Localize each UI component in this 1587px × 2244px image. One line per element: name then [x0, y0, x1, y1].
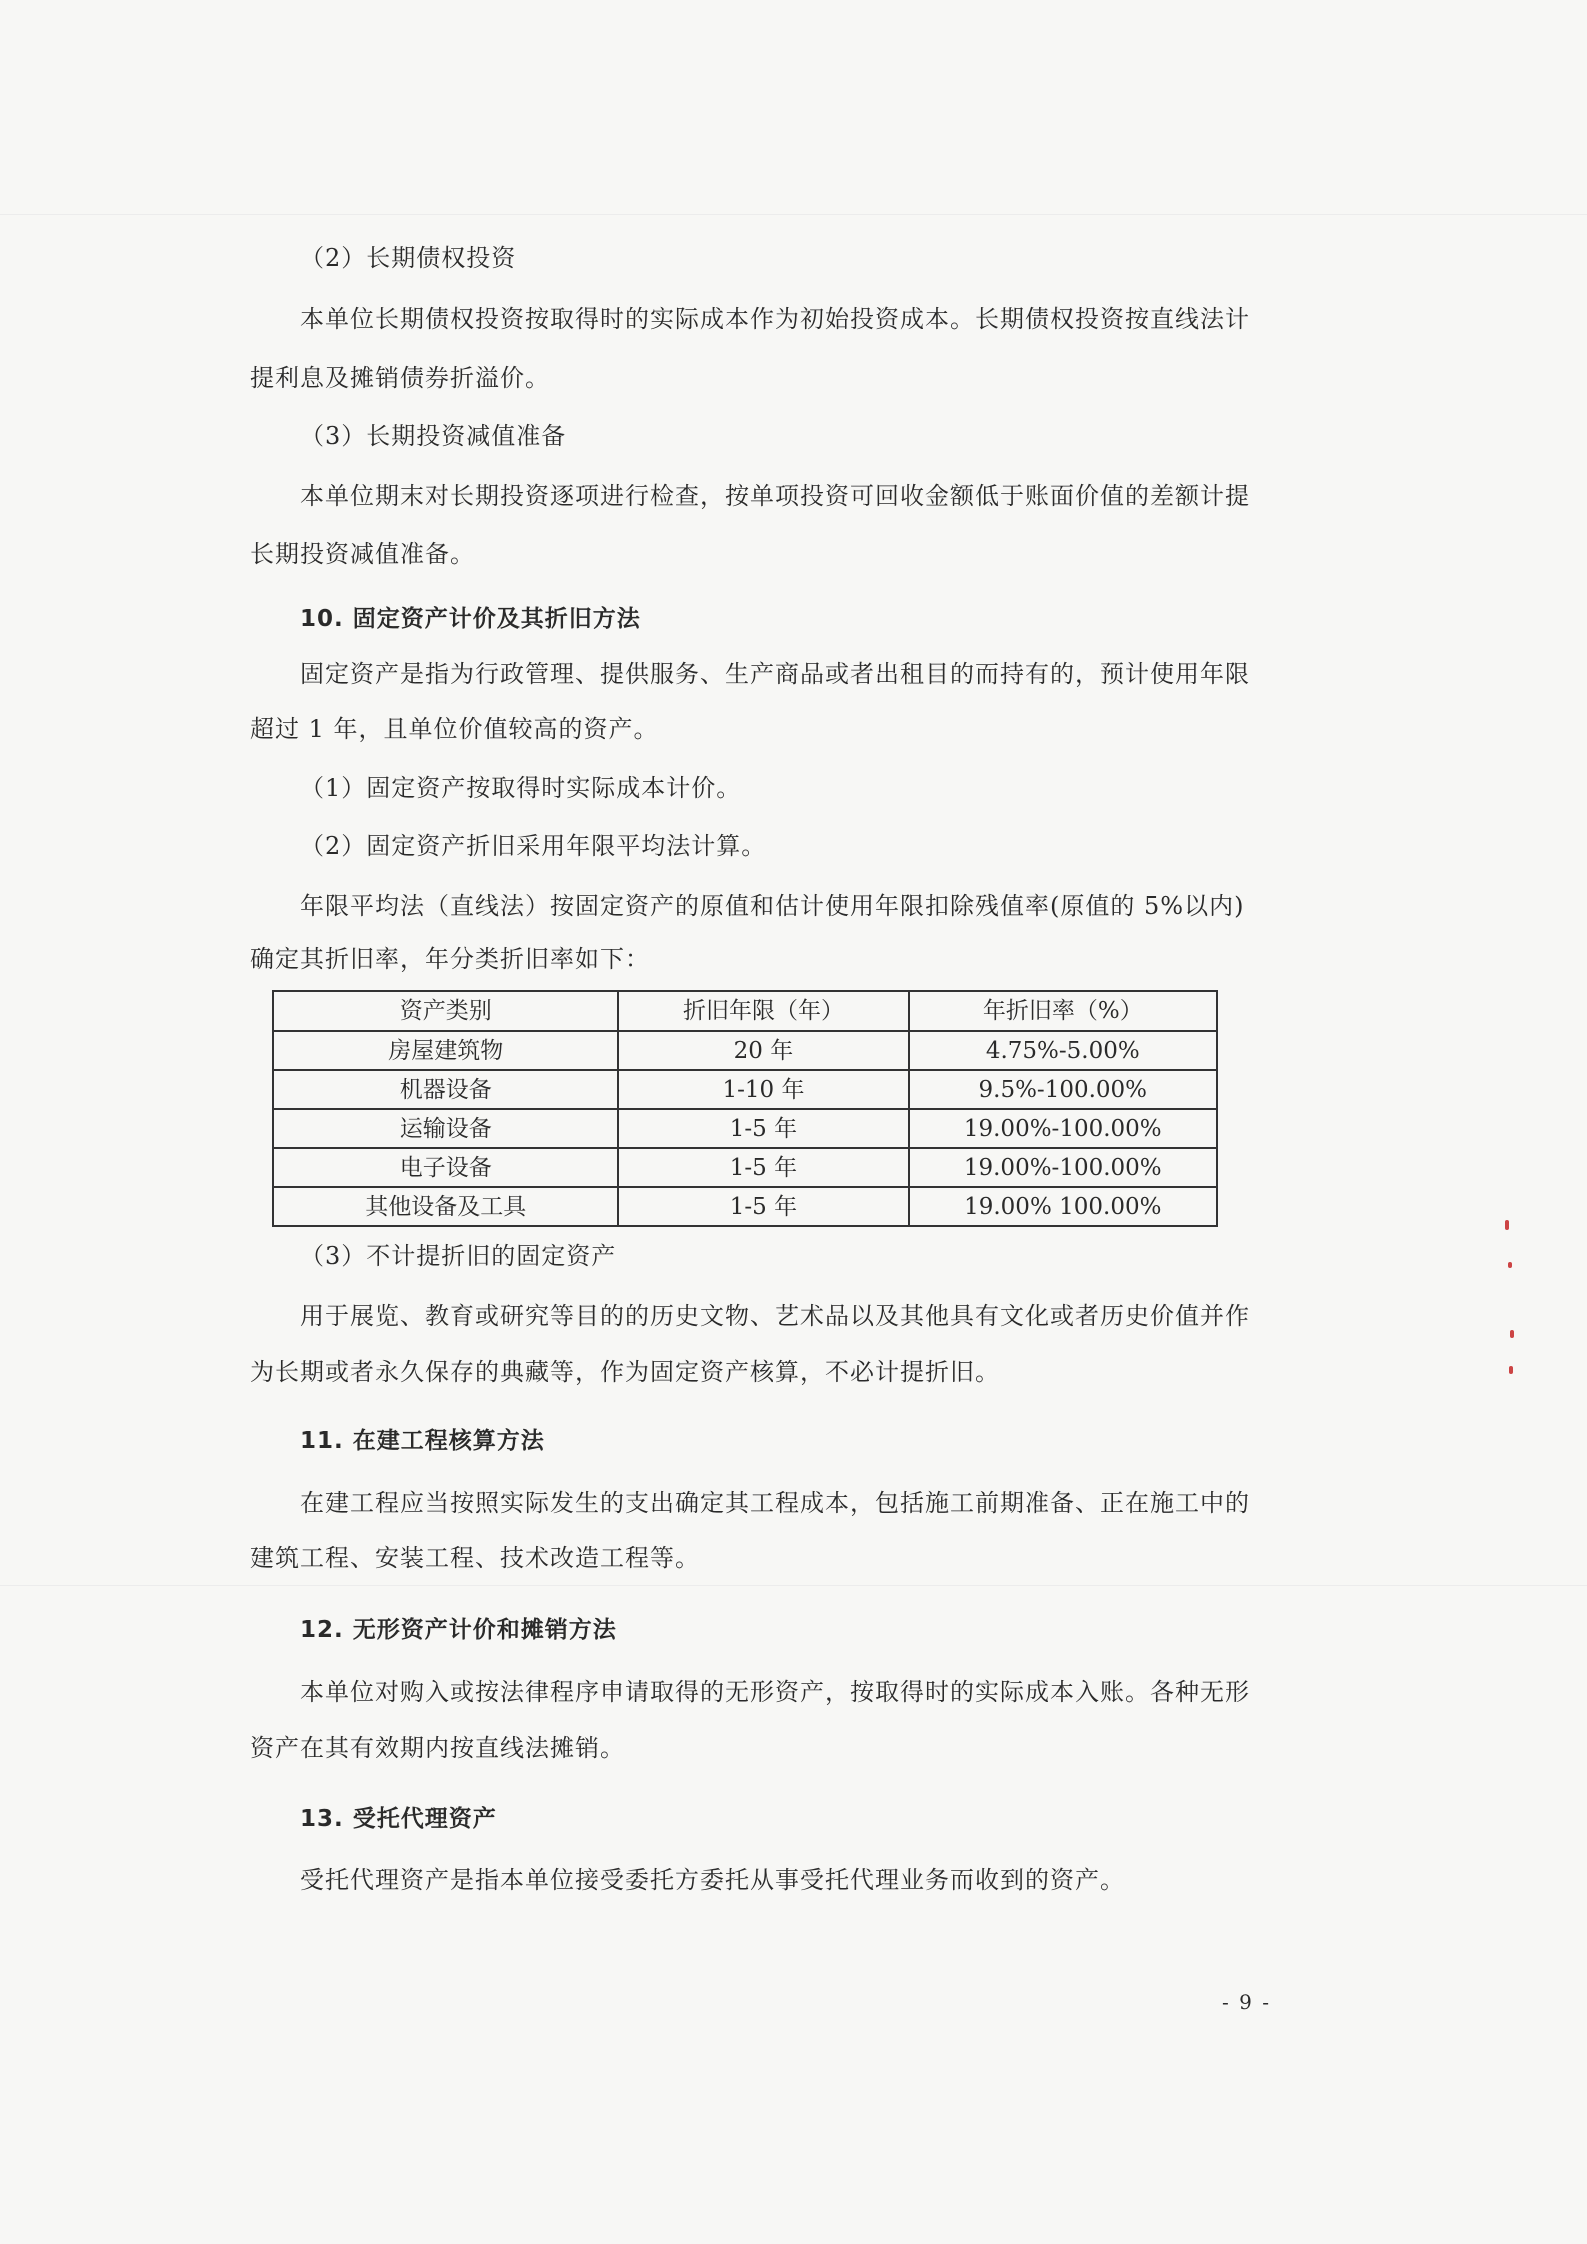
table-header: 折旧年限（年） [618, 991, 908, 1031]
heading-11: 11. 在建工程核算方法 [300, 1428, 545, 1454]
paragraph: 在建工程应当按照实际发生的支出确定其工程成本，包括施工前期准备、正在施工中的 [300, 1489, 1250, 1517]
stamp-fragment [1509, 1366, 1513, 1374]
table-header-row [273, 991, 1217, 1031]
paragraph: 本单位长期债权投资按取得时的实际成本作为初始投资成本。长期债权投资按直线法计 [300, 305, 1250, 333]
table-cell: 20 年 [618, 1031, 908, 1070]
table-cell: 19.00%-100.00% [909, 1148, 1217, 1187]
table-row [273, 1109, 1217, 1148]
stamp-fragment [1510, 1330, 1514, 1338]
table-row [273, 1148, 1217, 1187]
paragraph: 受托代理资产是指本单位接受委托方委托从事受托代理业务而收到的资产。 [300, 1866, 1125, 1894]
table-cell: 9.5%-100.00% [909, 1070, 1217, 1109]
scan-line [0, 214, 1587, 215]
stamp-fragment [1508, 1262, 1512, 1268]
table-cell: 4.75%-5.00% [909, 1031, 1217, 1070]
paragraph: 为长期或者永久保存的典藏等，作为固定资产核算，不必计提折旧。 [250, 1358, 1000, 1386]
page-number: - 9 - [1222, 1990, 1271, 2014]
table-header: 年折旧率（%） [909, 991, 1217, 1031]
table-cell: 1-5 年 [618, 1148, 908, 1187]
table-cell: 电子设备 [273, 1148, 618, 1187]
table-cell: 机器设备 [273, 1070, 618, 1109]
paragraph: 固定资产是指为行政管理、提供服务、生产商品或者出租目的而持有的，预计使用年限 [300, 660, 1250, 688]
heading-10: 10. 固定资产计价及其折旧方法 [300, 606, 641, 632]
table-row [273, 1070, 1217, 1109]
table-cell: 房屋建筑物 [273, 1031, 618, 1070]
paragraph: 确定其折旧率，年分类折旧率如下： [250, 945, 650, 973]
table-row [273, 1187, 1217, 1226]
paragraph: 建筑工程、安装工程、技术改造工程等。 [250, 1544, 700, 1572]
table-cell: 19.00%-100.00% [909, 1109, 1217, 1148]
paragraph: 超过 1 年，且单位价值较高的资产。 [250, 715, 659, 743]
paragraph: 资产在其有效期内按直线法摊销。 [250, 1734, 625, 1762]
heading-12: 12. 无形资产计价和摊销方法 [300, 1617, 617, 1643]
paragraph: 用于展览、教育或研究等目的的历史文物、艺术品以及其他具有文化或者历史价值并作 [300, 1302, 1250, 1330]
paragraph: （3）不计提折旧的固定资产 [300, 1242, 617, 1270]
table-row [273, 1031, 1217, 1070]
table-cell: 运输设备 [273, 1109, 618, 1148]
table-cell: 1-5 年 [618, 1109, 908, 1148]
table-cell: 19.00% 100.00% [909, 1187, 1217, 1226]
paragraph: （2）固定资产折旧采用年限平均法计算。 [300, 832, 767, 860]
paragraph: 提利息及摊销债券折溢价。 [250, 364, 550, 392]
table-cell: 其他设备及工具 [273, 1187, 618, 1226]
paragraph: 本单位期末对长期投资逐项进行检查，按单项投资可回收金额低于账面价值的差额计提 [300, 482, 1250, 510]
section-title: （3）长期投资减值准备 [300, 422, 567, 450]
table-cell: 1-10 年 [618, 1070, 908, 1109]
scan-line [0, 1585, 1587, 1586]
stamp-fragment [1505, 1220, 1509, 1230]
depreciation-table [272, 990, 1218, 1227]
table-cell: 1-5 年 [618, 1187, 908, 1226]
paragraph: 年限平均法（直线法）按固定资产的原值和估计使用年限扣除残值率(原值的 5%以内) [300, 892, 1245, 920]
paragraph: 本单位对购入或按法律程序申请取得的无形资产，按取得时的实际成本入账。各种无形 [300, 1678, 1250, 1706]
table-header: 资产类别 [273, 991, 618, 1031]
section-title: （2）长期债权投资 [300, 244, 517, 272]
paragraph: （1）固定资产按取得时实际成本计价。 [300, 774, 742, 802]
heading-13: 13. 受托代理资产 [300, 1806, 497, 1832]
paragraph: 长期投资减值准备。 [250, 540, 475, 568]
